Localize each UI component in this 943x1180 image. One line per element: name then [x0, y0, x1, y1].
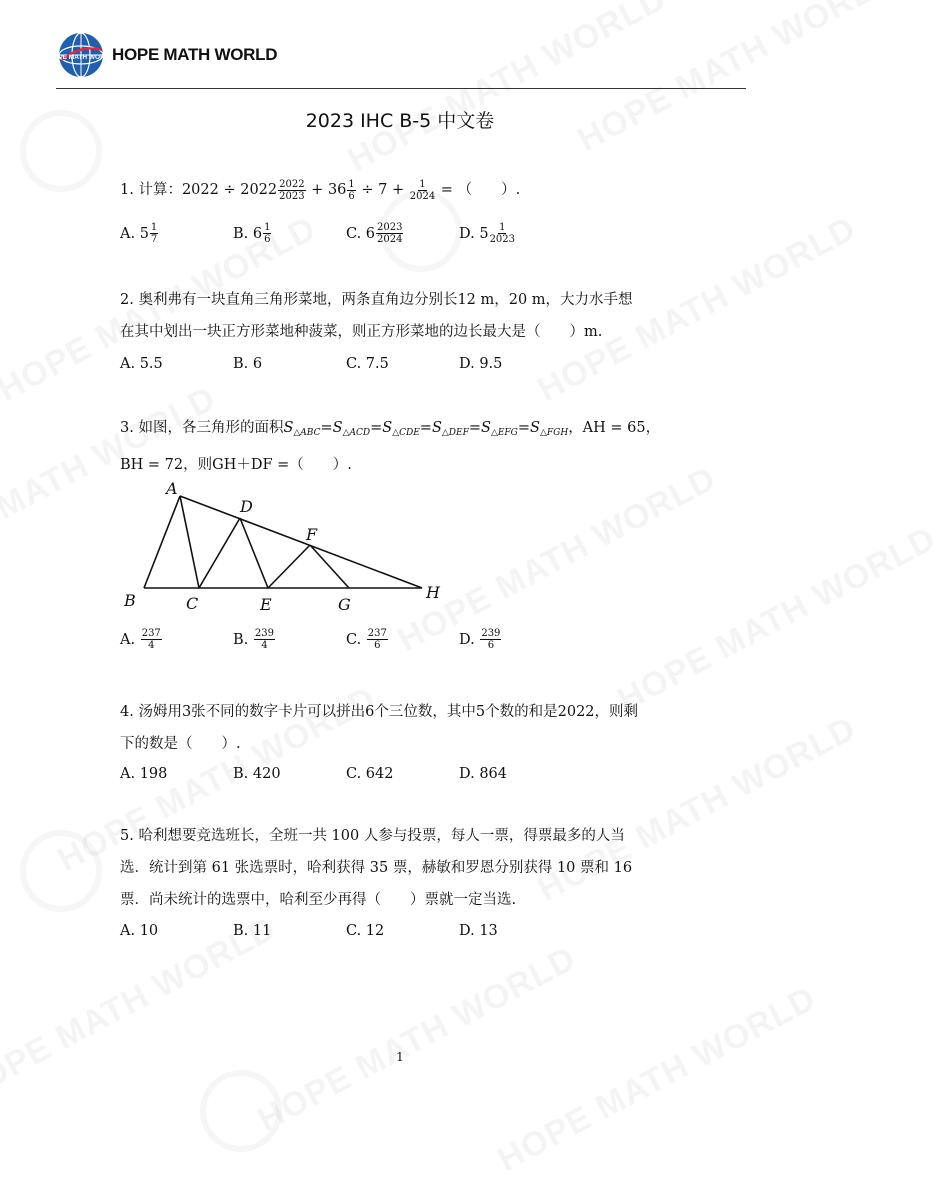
q1-text: = （ ）. — [436, 182, 521, 198]
watermark-text — [572, 0, 903, 160]
q5-line: 票．尚未统计的选票中，哈利至少再得（ ）票就一定当选. — [120, 892, 517, 908]
globe-logo-icon — [48, 30, 114, 80]
q4-line: 下的数是（ ）. — [120, 736, 241, 752]
option-c[interactable]: C. 642 — [346, 766, 394, 782]
option-c[interactable]: C. 12 — [346, 923, 385, 939]
watermark-text — [252, 939, 583, 1140]
fraction: $\frac{2022}{2023}$ — [279, 178, 305, 202]
question-3 — [120, 412, 660, 481]
option-c[interactable]: C. 7.5 — [346, 356, 389, 372]
q3-line: BH = 72，则GH＋DF =（ ）. — [120, 457, 352, 473]
watermark-text — [0, 909, 283, 1110]
option-b[interactable]: B. 6 $\frac{1}{6}$ — [233, 222, 271, 245]
page-title: 2023 IHC B-5 中文卷 — [305, 110, 495, 132]
q1-text: ÷ 7 + — [356, 182, 409, 198]
q1-text: 1. 计算：2022 ÷ 2022 — [120, 182, 278, 198]
option-d[interactable]: D. 9.5 — [459, 356, 503, 372]
watermark-text — [612, 519, 943, 720]
q1-text: + 36 — [306, 182, 347, 198]
q3-line: 3. 如图，各三角形的面积$S_{\triangle ABC}=S_{\triangle ACD}=S_{\triangle CDE}=S_{\triangle DEF}=S_{\triangle EFG}=S_{\triangle FGH}$，AH = 65， — [120, 420, 661, 438]
watermark-text — [492, 979, 823, 1180]
vertex-label: F — [306, 525, 318, 544]
q1-options — [120, 222, 572, 245]
option-a[interactable]: A. $\frac{237}{4}$ — [120, 628, 161, 651]
vertex-label: B — [124, 591, 136, 610]
fraction: $\frac{1}{6}$ — [348, 178, 355, 202]
q5-line: 5. 哈利想要竞选班长，全班一共 100 人参与投票，每人一票，得票最多的人当 — [120, 828, 625, 844]
question-4 — [120, 696, 638, 760]
header — [48, 30, 278, 80]
option-a[interactable]: A. 198 — [120, 766, 168, 782]
option-b[interactable]: B. 420 — [233, 766, 281, 782]
logo-text: HOPE MATH WORLD — [48, 54, 114, 61]
vertex-label: A — [166, 479, 178, 498]
option-d[interactable]: D. $\frac{239}{6}$ — [459, 628, 501, 651]
q5-line: 选．统计到第 61 张选票时，哈利获得 35 票，赫敏和罗恩分别获得 10 票和 16 — [120, 860, 633, 876]
fraction: $\frac{1}{2024}$ — [409, 178, 436, 202]
q2-line: 2. 奥利弗有一块直角三角形菜地，两条直角边分别长12 m，20 m，大力水手想 — [120, 292, 633, 308]
q3-options — [120, 628, 572, 651]
option-a[interactable]: A. 10 — [120, 923, 159, 939]
option-d[interactable]: D. 5 $\frac{1}{2023}$ — [459, 222, 516, 245]
triangle-figure — [120, 476, 460, 616]
vertex-label: G — [338, 595, 351, 614]
question-2 — [120, 284, 633, 348]
option-c[interactable]: C. $\frac{237}{6}$ — [346, 628, 387, 651]
option-d[interactable]: D. 13 — [459, 923, 498, 939]
q2-line: 在其中划出一块正方形菜地种菠菜，则正方形菜地的边长最大是（ ）m. — [120, 324, 603, 340]
option-d[interactable]: D. 864 — [459, 766, 508, 782]
header-divider — [56, 88, 746, 89]
brand-name: HOPE MATH WORLD — [112, 45, 278, 64]
vertex-label: C — [186, 594, 199, 613]
option-b[interactable]: B. $\frac{239}{4}$ — [233, 628, 274, 651]
vertex-label: D — [240, 497, 253, 516]
option-b[interactable]: B. 6 — [233, 356, 263, 372]
option-a[interactable]: A. 5.5 — [120, 356, 163, 372]
option-c[interactable]: C. 6 $\frac{2023}{2024}$ — [346, 222, 403, 245]
q5-options — [120, 923, 572, 939]
question-5 — [120, 820, 632, 916]
option-b[interactable]: B. 11 — [233, 923, 272, 939]
question-1 — [120, 174, 520, 206]
q2-options — [120, 356, 572, 372]
page-number: 1 — [396, 1050, 404, 1064]
vertex-label: E — [260, 595, 272, 614]
q4-options — [120, 766, 572, 782]
option-a[interactable]: A. 5 $\frac{1}{7}$ — [120, 222, 158, 245]
watermark-text — [342, 0, 673, 180]
triangle-lines — [144, 496, 422, 588]
vertex-label: H — [426, 583, 440, 602]
q4-line: 4. 汤姆用3张不同的数字卡片可以拼出6个三位数，其中5个数的和是2022，则剩 — [120, 704, 639, 720]
